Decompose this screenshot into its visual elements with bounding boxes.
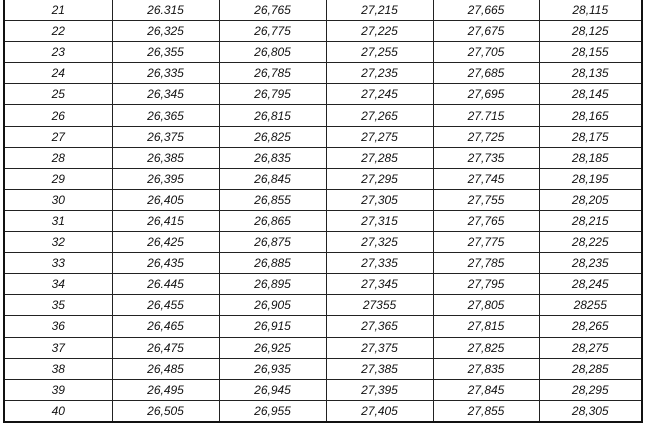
frequency-cell: 28,125 xyxy=(539,21,642,42)
frequency-cell: 28255 xyxy=(539,295,642,316)
frequency-cell: 28,145 xyxy=(539,84,642,105)
table-row xyxy=(4,232,642,253)
frequency-cell: 26,325 xyxy=(112,21,219,42)
frequency-cell: 26,495 xyxy=(112,379,219,400)
frequency-cell: 28,215 xyxy=(539,210,642,231)
frequency-cell: 26,815 xyxy=(219,105,326,126)
frequency-cell: 26.445 xyxy=(112,274,219,295)
table-row xyxy=(4,316,642,337)
table-row xyxy=(4,253,642,274)
table-row xyxy=(4,63,642,84)
table-row xyxy=(4,210,642,231)
frequency-cell: 28,175 xyxy=(539,126,642,147)
frequency-cell: 27,825 xyxy=(433,337,539,358)
frequency-cell: 27,745 xyxy=(433,168,539,189)
channel-number-cell: 33 xyxy=(4,253,112,274)
channel-number-cell: 30 xyxy=(4,189,112,210)
channel-number-cell: 35 xyxy=(4,295,112,316)
table-row xyxy=(4,0,642,21)
frequency-cell: 26,475 xyxy=(112,337,219,358)
frequency-cell: 26,945 xyxy=(219,379,326,400)
frequency-cell: 26,355 xyxy=(112,42,219,63)
channel-number-cell: 21 xyxy=(4,0,112,21)
channel-number-cell: 29 xyxy=(4,168,112,189)
frequency-cell: 28,275 xyxy=(539,337,642,358)
frequency-table-sheet xyxy=(3,0,641,423)
frequency-cell: 27,845 xyxy=(433,379,539,400)
frequency-cell: 27,855 xyxy=(433,400,539,422)
channel-number-cell: 36 xyxy=(4,316,112,337)
frequency-cell: 28,195 xyxy=(539,168,642,189)
frequency-cell: 27,675 xyxy=(433,21,539,42)
frequency-cell: 26,785 xyxy=(219,63,326,84)
frequency-cell: 27,315 xyxy=(326,210,433,231)
frequency-cell: 26,795 xyxy=(219,84,326,105)
frequency-cell: 27,375 xyxy=(326,337,433,358)
frequency-cell: 27,225 xyxy=(326,21,433,42)
frequency-cell: 27,275 xyxy=(326,126,433,147)
frequency-cell: 26,365 xyxy=(112,105,219,126)
frequency-cell: 27,765 xyxy=(433,210,539,231)
frequency-cell: 26,395 xyxy=(112,168,219,189)
frequency-cell: 26,905 xyxy=(219,295,326,316)
table-row xyxy=(4,379,642,400)
frequency-cell: 27,295 xyxy=(326,168,433,189)
frequency-cell: 28,225 xyxy=(539,232,642,253)
frequency-cell: 26,835 xyxy=(219,147,326,168)
frequency-cell: 27,815 xyxy=(433,316,539,337)
frequency-cell: 26,765 xyxy=(219,0,326,21)
frequency-cell: 28,305 xyxy=(539,400,642,422)
channel-number-cell: 27 xyxy=(4,126,112,147)
channel-number-cell: 23 xyxy=(4,42,112,63)
frequency-cell: 26,435 xyxy=(112,253,219,274)
frequency-cell: 26,915 xyxy=(219,316,326,337)
frequency-cell: 27.715 xyxy=(433,105,539,126)
frequency-cell: 28,165 xyxy=(539,105,642,126)
frequency-cell: 26,875 xyxy=(219,232,326,253)
table-row xyxy=(4,168,642,189)
frequency-cell: 27,385 xyxy=(326,358,433,379)
frequency-cell: 26.315 xyxy=(112,0,219,21)
channel-number-cell: 39 xyxy=(4,379,112,400)
frequency-cell: 26,955 xyxy=(219,400,326,422)
table-row xyxy=(4,84,642,105)
frequency-cell: 26,845 xyxy=(219,168,326,189)
table-row xyxy=(4,126,642,147)
frequency-cell: 27,285 xyxy=(326,147,433,168)
frequency-cell: 27,265 xyxy=(326,105,433,126)
frequency-cell: 27,725 xyxy=(433,126,539,147)
channel-number-cell: 32 xyxy=(4,232,112,253)
table-row xyxy=(4,358,642,379)
table-row xyxy=(4,189,642,210)
frequency-cell: 26,825 xyxy=(219,126,326,147)
frequency-cell: 28,295 xyxy=(539,379,642,400)
channel-number-cell: 40 xyxy=(4,400,112,422)
frequency-cell: 26,855 xyxy=(219,189,326,210)
table-row xyxy=(4,400,642,422)
frequency-cell: 27,665 xyxy=(433,0,539,21)
channel-number-cell: 34 xyxy=(4,274,112,295)
frequency-cell: 26,935 xyxy=(219,358,326,379)
table-row xyxy=(4,105,642,126)
frequency-cell: 26,505 xyxy=(112,400,219,422)
frequency-cell: 27,395 xyxy=(326,379,433,400)
frequency-cell: 27,835 xyxy=(433,358,539,379)
channel-number-cell: 38 xyxy=(4,358,112,379)
frequency-cell: 26,485 xyxy=(112,358,219,379)
frequency-cell: 28,285 xyxy=(539,358,642,379)
table-body xyxy=(4,0,642,422)
frequency-cell: 26,335 xyxy=(112,63,219,84)
frequency-cell: 28,205 xyxy=(539,189,642,210)
frequency-cell: 28,185 xyxy=(539,147,642,168)
frequency-cell: 27,695 xyxy=(433,84,539,105)
frequency-cell: 27,235 xyxy=(326,63,433,84)
frequency-cell: 27,755 xyxy=(433,189,539,210)
frequency-cell: 28,235 xyxy=(539,253,642,274)
frequency-cell: 27,335 xyxy=(326,253,433,274)
channel-number-cell: 28 xyxy=(4,147,112,168)
frequency-cell: 26,925 xyxy=(219,337,326,358)
frequency-cell: 26,805 xyxy=(219,42,326,63)
frequency-cell: 27,305 xyxy=(326,189,433,210)
frequency-cell: 27,705 xyxy=(433,42,539,63)
table-row xyxy=(4,21,642,42)
frequency-cell: 27,325 xyxy=(326,232,433,253)
frequency-cell: 26,425 xyxy=(112,232,219,253)
table-row xyxy=(4,147,642,168)
frequency-cell: 26,375 xyxy=(112,126,219,147)
frequency-cell: 28,115 xyxy=(539,0,642,21)
frequency-cell: 26,405 xyxy=(112,189,219,210)
channel-number-cell: 26 xyxy=(4,105,112,126)
frequency-cell: 27,245 xyxy=(326,84,433,105)
frequency-cell: 28,155 xyxy=(539,42,642,63)
frequency-table xyxy=(3,0,643,423)
frequency-cell: 28,265 xyxy=(539,316,642,337)
channel-number-cell: 31 xyxy=(4,210,112,231)
frequency-cell: 26,885 xyxy=(219,253,326,274)
channel-number-cell: 25 xyxy=(4,84,112,105)
frequency-cell: 27,685 xyxy=(433,63,539,84)
frequency-cell: 27,785 xyxy=(433,253,539,274)
frequency-cell: 26,865 xyxy=(219,210,326,231)
table-row xyxy=(4,295,642,316)
frequency-cell: 26,455 xyxy=(112,295,219,316)
channel-number-cell: 37 xyxy=(4,337,112,358)
frequency-cell: 27,215 xyxy=(326,0,433,21)
frequency-cell: 27,345 xyxy=(326,274,433,295)
frequency-cell: 27,255 xyxy=(326,42,433,63)
channel-number-cell: 22 xyxy=(4,21,112,42)
frequency-cell: 26,385 xyxy=(112,147,219,168)
frequency-cell: 26,345 xyxy=(112,84,219,105)
frequency-cell: 26,465 xyxy=(112,316,219,337)
frequency-cell: 26,775 xyxy=(219,21,326,42)
frequency-cell: 27,805 xyxy=(433,295,539,316)
frequency-cell: 26,895 xyxy=(219,274,326,295)
table-row xyxy=(4,42,642,63)
frequency-cell: 27,365 xyxy=(326,316,433,337)
frequency-cell: 26,415 xyxy=(112,210,219,231)
frequency-cell: 28,135 xyxy=(539,63,642,84)
frequency-cell: 27,735 xyxy=(433,147,539,168)
frequency-cell: 27,405 xyxy=(326,400,433,422)
frequency-cell: 27355 xyxy=(326,295,433,316)
frequency-cell: 27,775 xyxy=(433,232,539,253)
frequency-cell: 28,245 xyxy=(539,274,642,295)
table-row xyxy=(4,337,642,358)
channel-number-cell: 24 xyxy=(4,63,112,84)
frequency-cell: 27,795 xyxy=(433,274,539,295)
table-row xyxy=(4,274,642,295)
